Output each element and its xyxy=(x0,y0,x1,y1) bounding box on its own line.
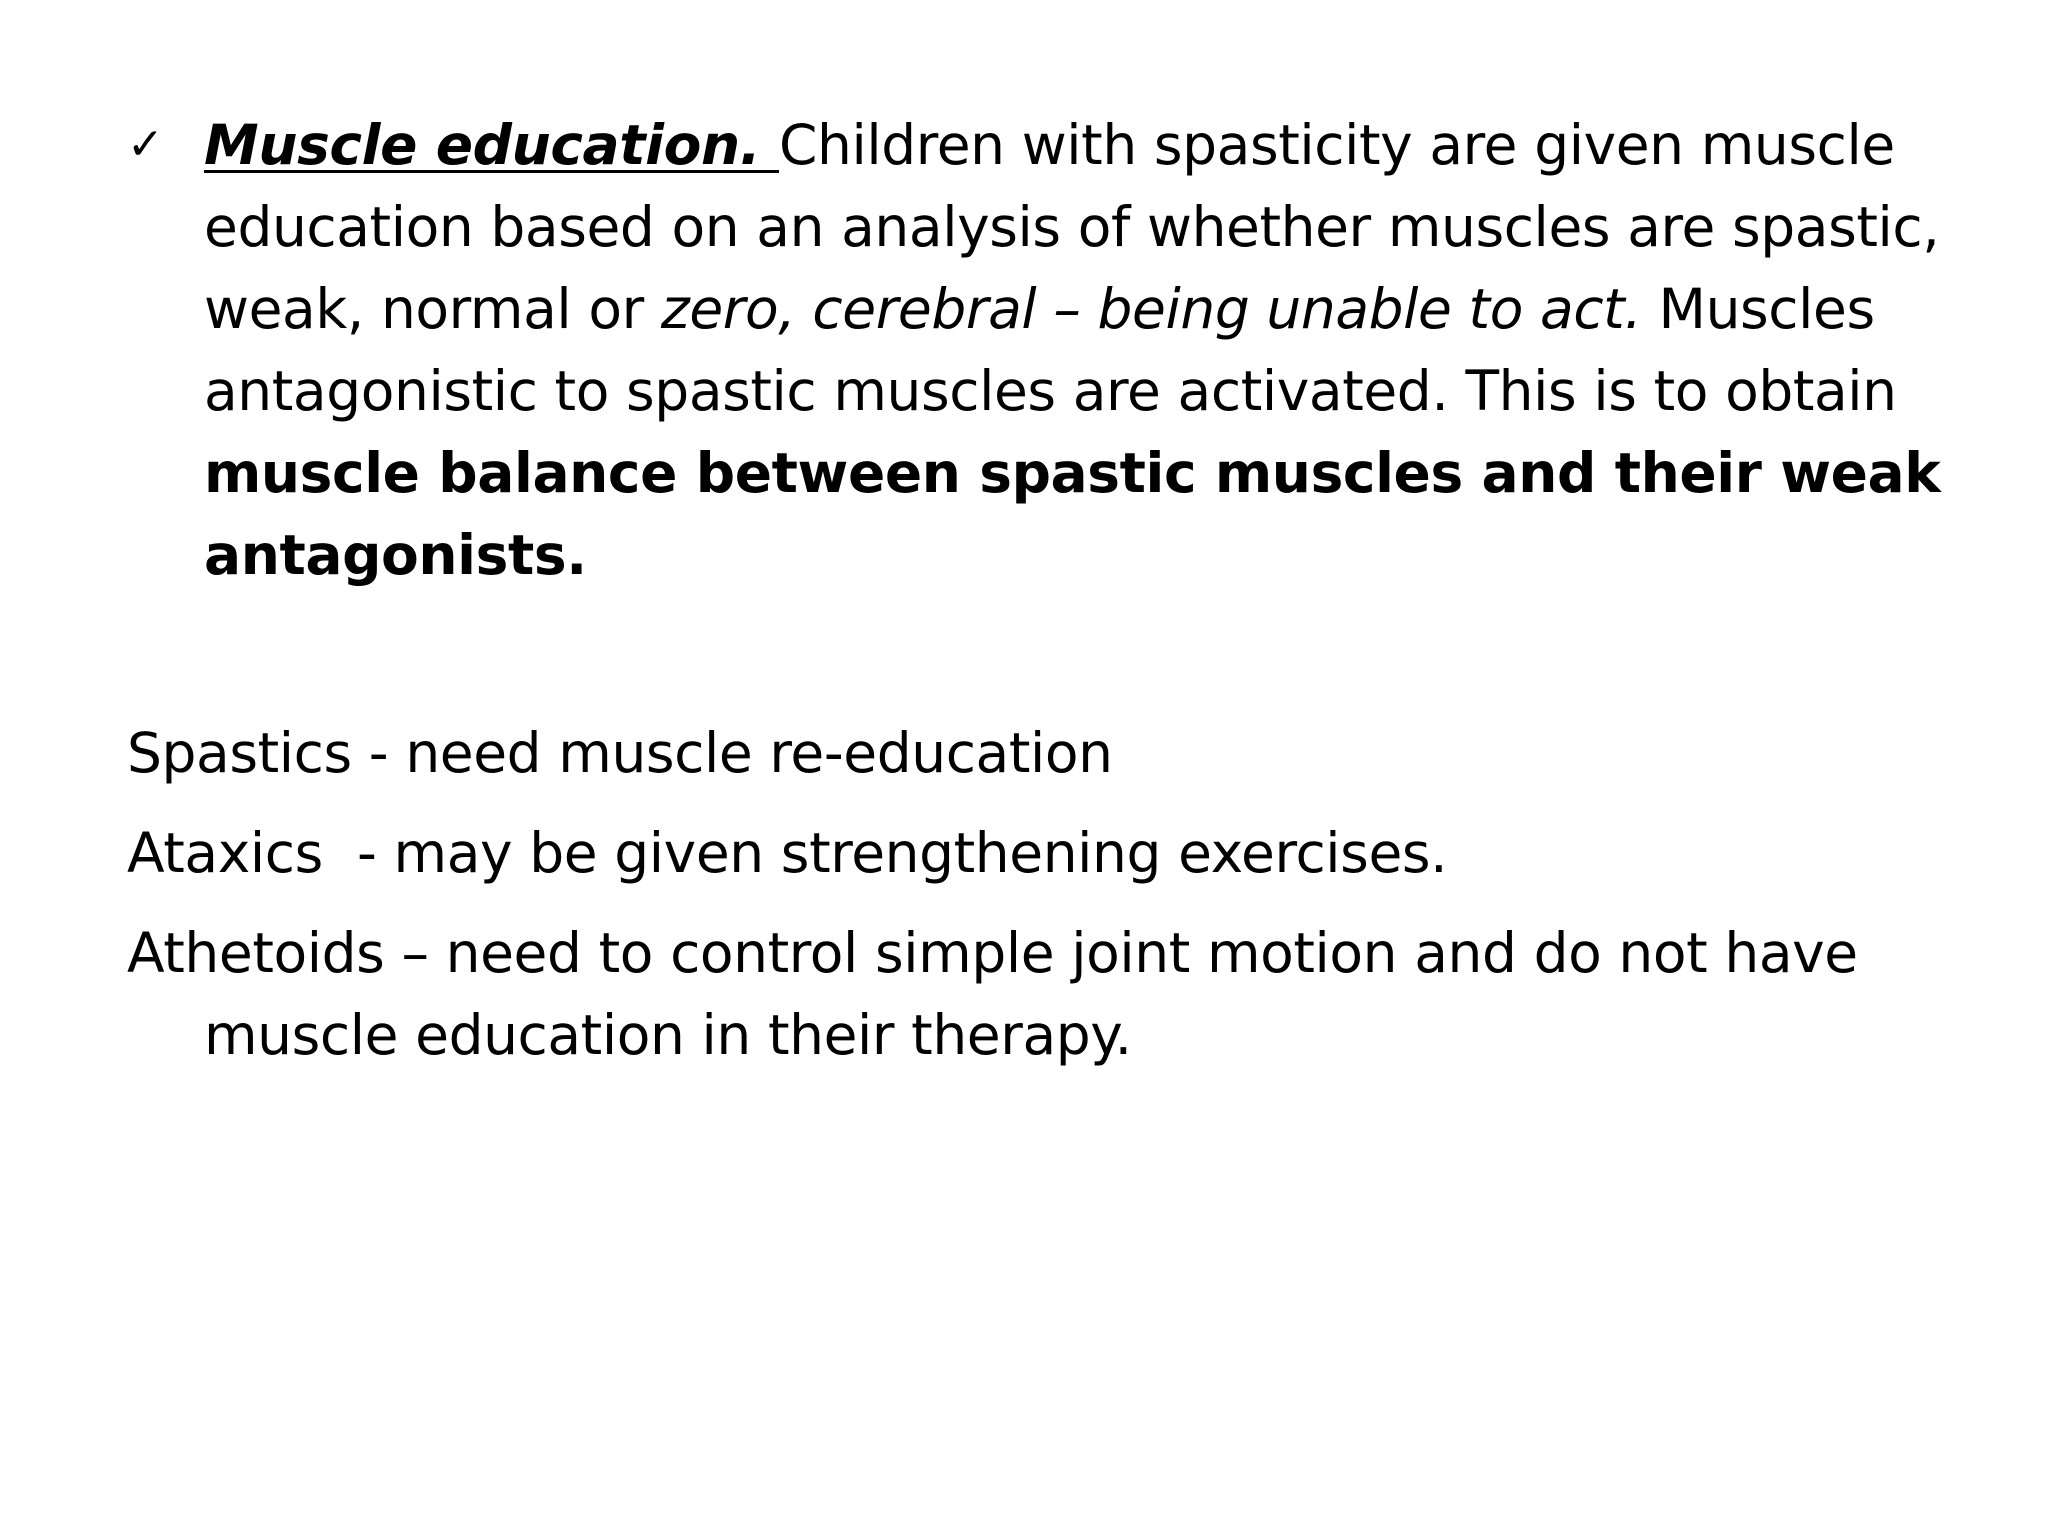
bullet-paragraph xyxy=(204,104,1987,596)
cp-types-list xyxy=(127,712,1987,1094)
bullet-text-3: Muscles antagonistic to spastic muscles are activated. This is to obtain xyxy=(204,277,1897,423)
list-item-athetoids: Athetoids – need to control simple joint motion and do not have muscle education in their therapy. xyxy=(127,921,1875,1067)
bullet-term: Muscle education. xyxy=(204,113,779,177)
bullet-text-bold: muscle balance between spastic muscles and their weak antagonists. xyxy=(204,441,1941,587)
checkmark-icon: ✓ xyxy=(127,119,164,170)
bullet-text-italic: zero, cerebral – being unable to act. xyxy=(660,277,1642,341)
list-item-spastics: Spastics - need muscle re-education xyxy=(127,721,1113,785)
list-item-ataxics: Ataxics - may be given strengthening exercises. xyxy=(127,821,1448,885)
bullet-text-1: Children with spasticity are given muscle education based on an analysis of whether muscles are spastic, weak, normal or xyxy=(204,113,1940,341)
muscle-education-bullet xyxy=(127,104,1987,596)
